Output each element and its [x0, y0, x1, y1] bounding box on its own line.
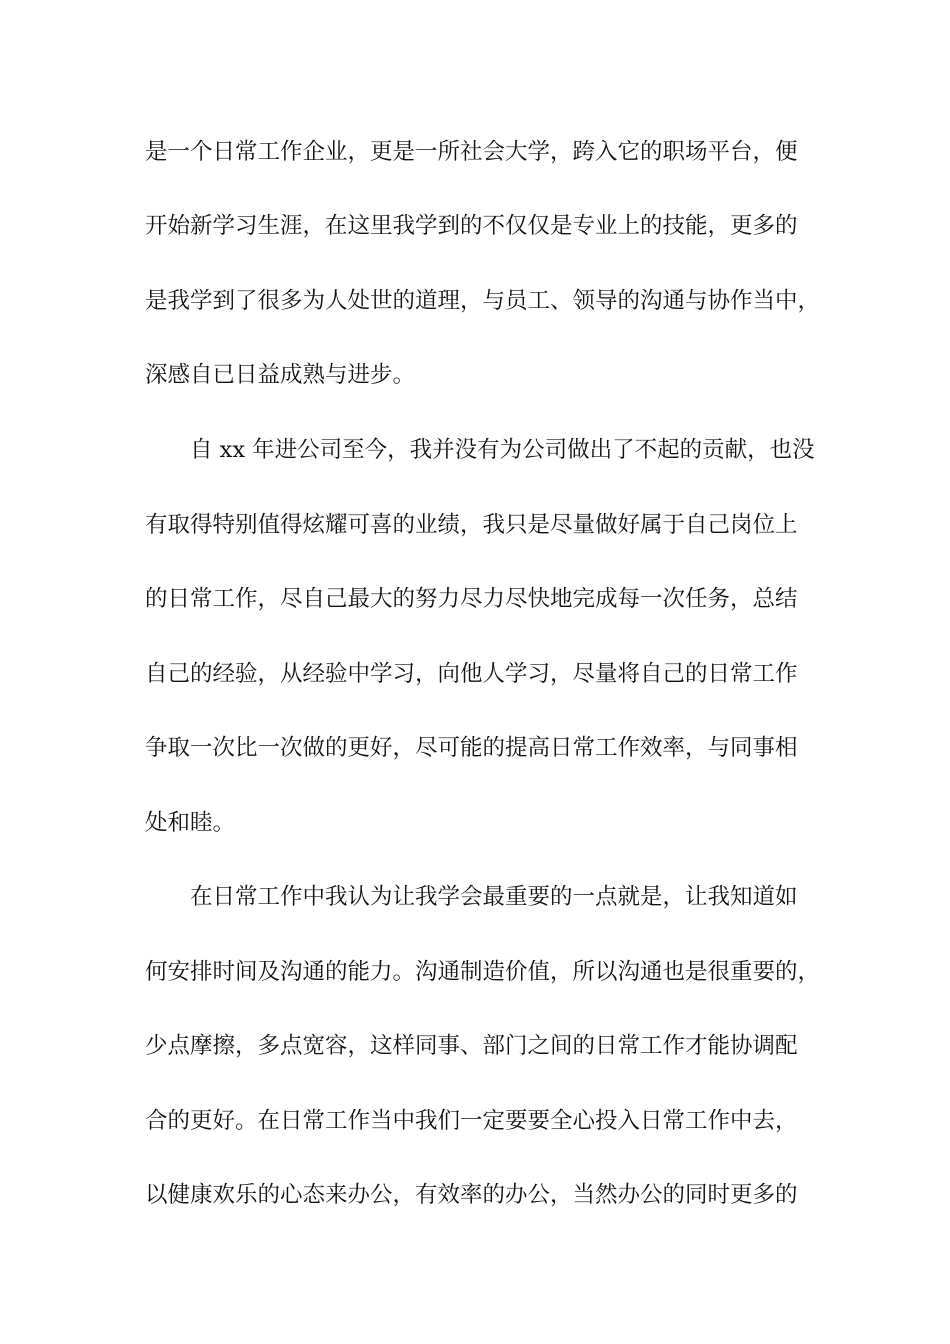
paragraph-first-line: 自 xx 年进公司至今，我并没有为公司做出了不起的贡献，也没 [190, 437, 815, 463]
text-line: 自己的经验，从经验中学习，向他人学习，尽量将自己的日常工作 [145, 661, 798, 687]
text-line: 何安排时间及沟通的能力。沟通制造价值，所以沟通也是很重要的， [145, 959, 821, 985]
text-line: 是一个日常工作企业，更是一所社会大学，跨入它的职场平台，便 [145, 139, 798, 165]
text-line: 以健康欢乐的心态来办公，有效率的办公，当然办公的同时更多的 [145, 1182, 798, 1208]
text-line: 开始新学习生涯，在这里我学到的不仅仅是专业上的技能，更多的 [145, 213, 798, 239]
text-line: 有取得特别值得炫耀可喜的业绩，我只是尽量做好属于自己岗位上 [145, 512, 798, 538]
text-line: 是我学到了很多为人处世的道理，与员工、领导的沟通与协作当中， [145, 288, 821, 314]
paragraph-first-line: 在日常工作中我认为让我学会最重要的一点就是，让我知道如 [190, 884, 798, 910]
text-line: 少点摩擦，多点宽容，这样同事、部门之间的日常工作才能协调配 [145, 1033, 798, 1059]
text-line: 争取一次比一次做的更好，尽可能的提高日常工作效率，与同事相 [145, 735, 798, 761]
text-line: 处和睦。 [145, 810, 236, 836]
text-line: 深感自已日益成熟与进步。 [145, 362, 416, 388]
text-line: 的日常工作，尽自己最大的努力尽力尽快地完成每一次任务，总结 [145, 586, 798, 612]
text-line: 合的更好。在日常工作当中我们一定要要全心投入日常工作中去， [145, 1108, 798, 1134]
